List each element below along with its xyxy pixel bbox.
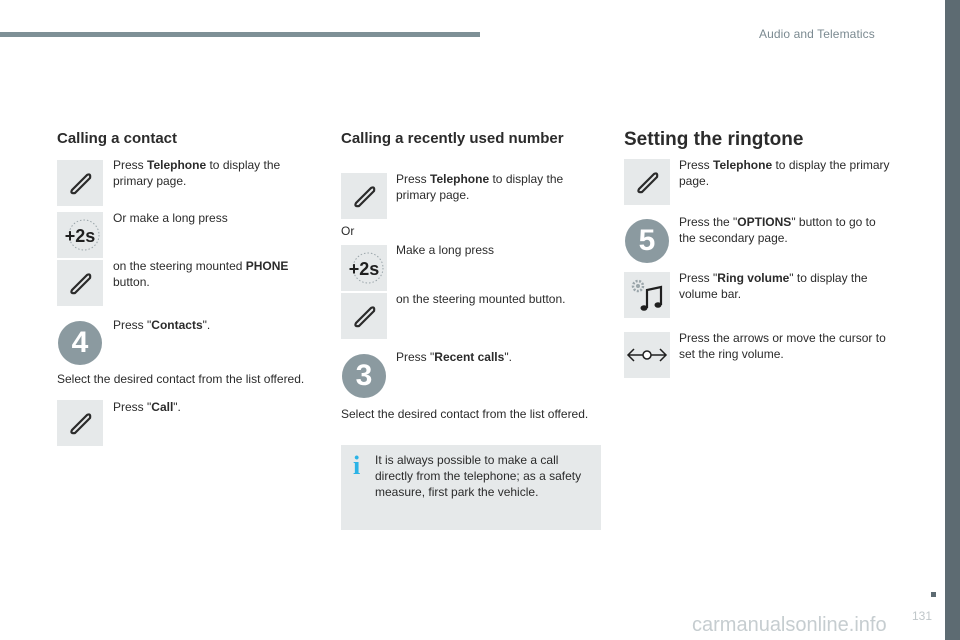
instruction-recent-calls: Press "Recent calls".: [396, 350, 512, 364]
instruction-telephone: Press Telephone to display the primary page.: [396, 172, 564, 202]
phone-icon: [341, 173, 387, 219]
instruction-select-contact: Select the desired contact from the list offered.: [341, 407, 589, 421]
long-press-icon: [57, 212, 103, 258]
instruction-call: Press "Call".: [113, 400, 181, 414]
watermark: carmanualsonline.info: [692, 614, 887, 636]
heading-recent-number: Calling a recently used number: [341, 130, 564, 147]
instruction-long-press: Make a long press: [396, 243, 495, 257]
instruction-arrows: Press the arrows or move the cursor to set the ring volume.: [679, 331, 886, 361]
header-rule: [0, 32, 480, 37]
instruction-contacts: Press "Contacts".: [113, 318, 211, 332]
instruction-telephone: Press Telephone to display the primary page.: [679, 158, 890, 188]
instruction-options: Press the "OPTIONS" button to go to the secondary page.: [679, 215, 876, 245]
svg-text:+2s: +2s: [348, 259, 380, 279]
svg-text:+2s: +2s: [64, 226, 96, 246]
heading-ringtone: Setting the ringtone: [624, 129, 804, 150]
info-text: It is always possible to make a call directly from the telephone; as a safety measure, first park the vehicle.: [375, 453, 582, 499]
instruction-select-contact: Select the desired contact from the list offered.: [57, 372, 305, 386]
volume-slider-icon: [624, 332, 670, 378]
step-badge-4: 4: [58, 321, 102, 365]
phone-icon: [57, 400, 103, 446]
or-label: Or: [341, 224, 355, 238]
heading-calling-contact: Calling a contact: [57, 130, 178, 147]
page-number: 131: [912, 609, 933, 623]
instruction-steering-button: on the steering mounted button.: [396, 292, 566, 306]
info-note: [341, 445, 601, 530]
ringtone-settings-icon: [624, 272, 670, 318]
phone-icon: [624, 159, 670, 205]
instruction-telephone: Press Telephone to display the primary page.: [113, 158, 281, 188]
side-tab: [945, 0, 960, 640]
phone-icon: [57, 160, 103, 206]
step-badge-3: 3: [342, 354, 386, 398]
long-press-icon: [341, 245, 387, 291]
phone-icon: [341, 293, 387, 339]
footer-marker: [931, 592, 936, 597]
step-badge-5: 5: [625, 219, 669, 263]
instruction-long-press: Or make a long press: [113, 211, 228, 225]
instruction-ring-volume: Press "Ring volume" to display the volume bar.: [679, 271, 868, 301]
phone-icon: [57, 260, 103, 306]
info-icon: i: [353, 451, 361, 480]
instruction-phone-button: on the steering mounted PHONE button.: [113, 259, 289, 289]
section-title: Audio and Telematics: [759, 27, 875, 41]
